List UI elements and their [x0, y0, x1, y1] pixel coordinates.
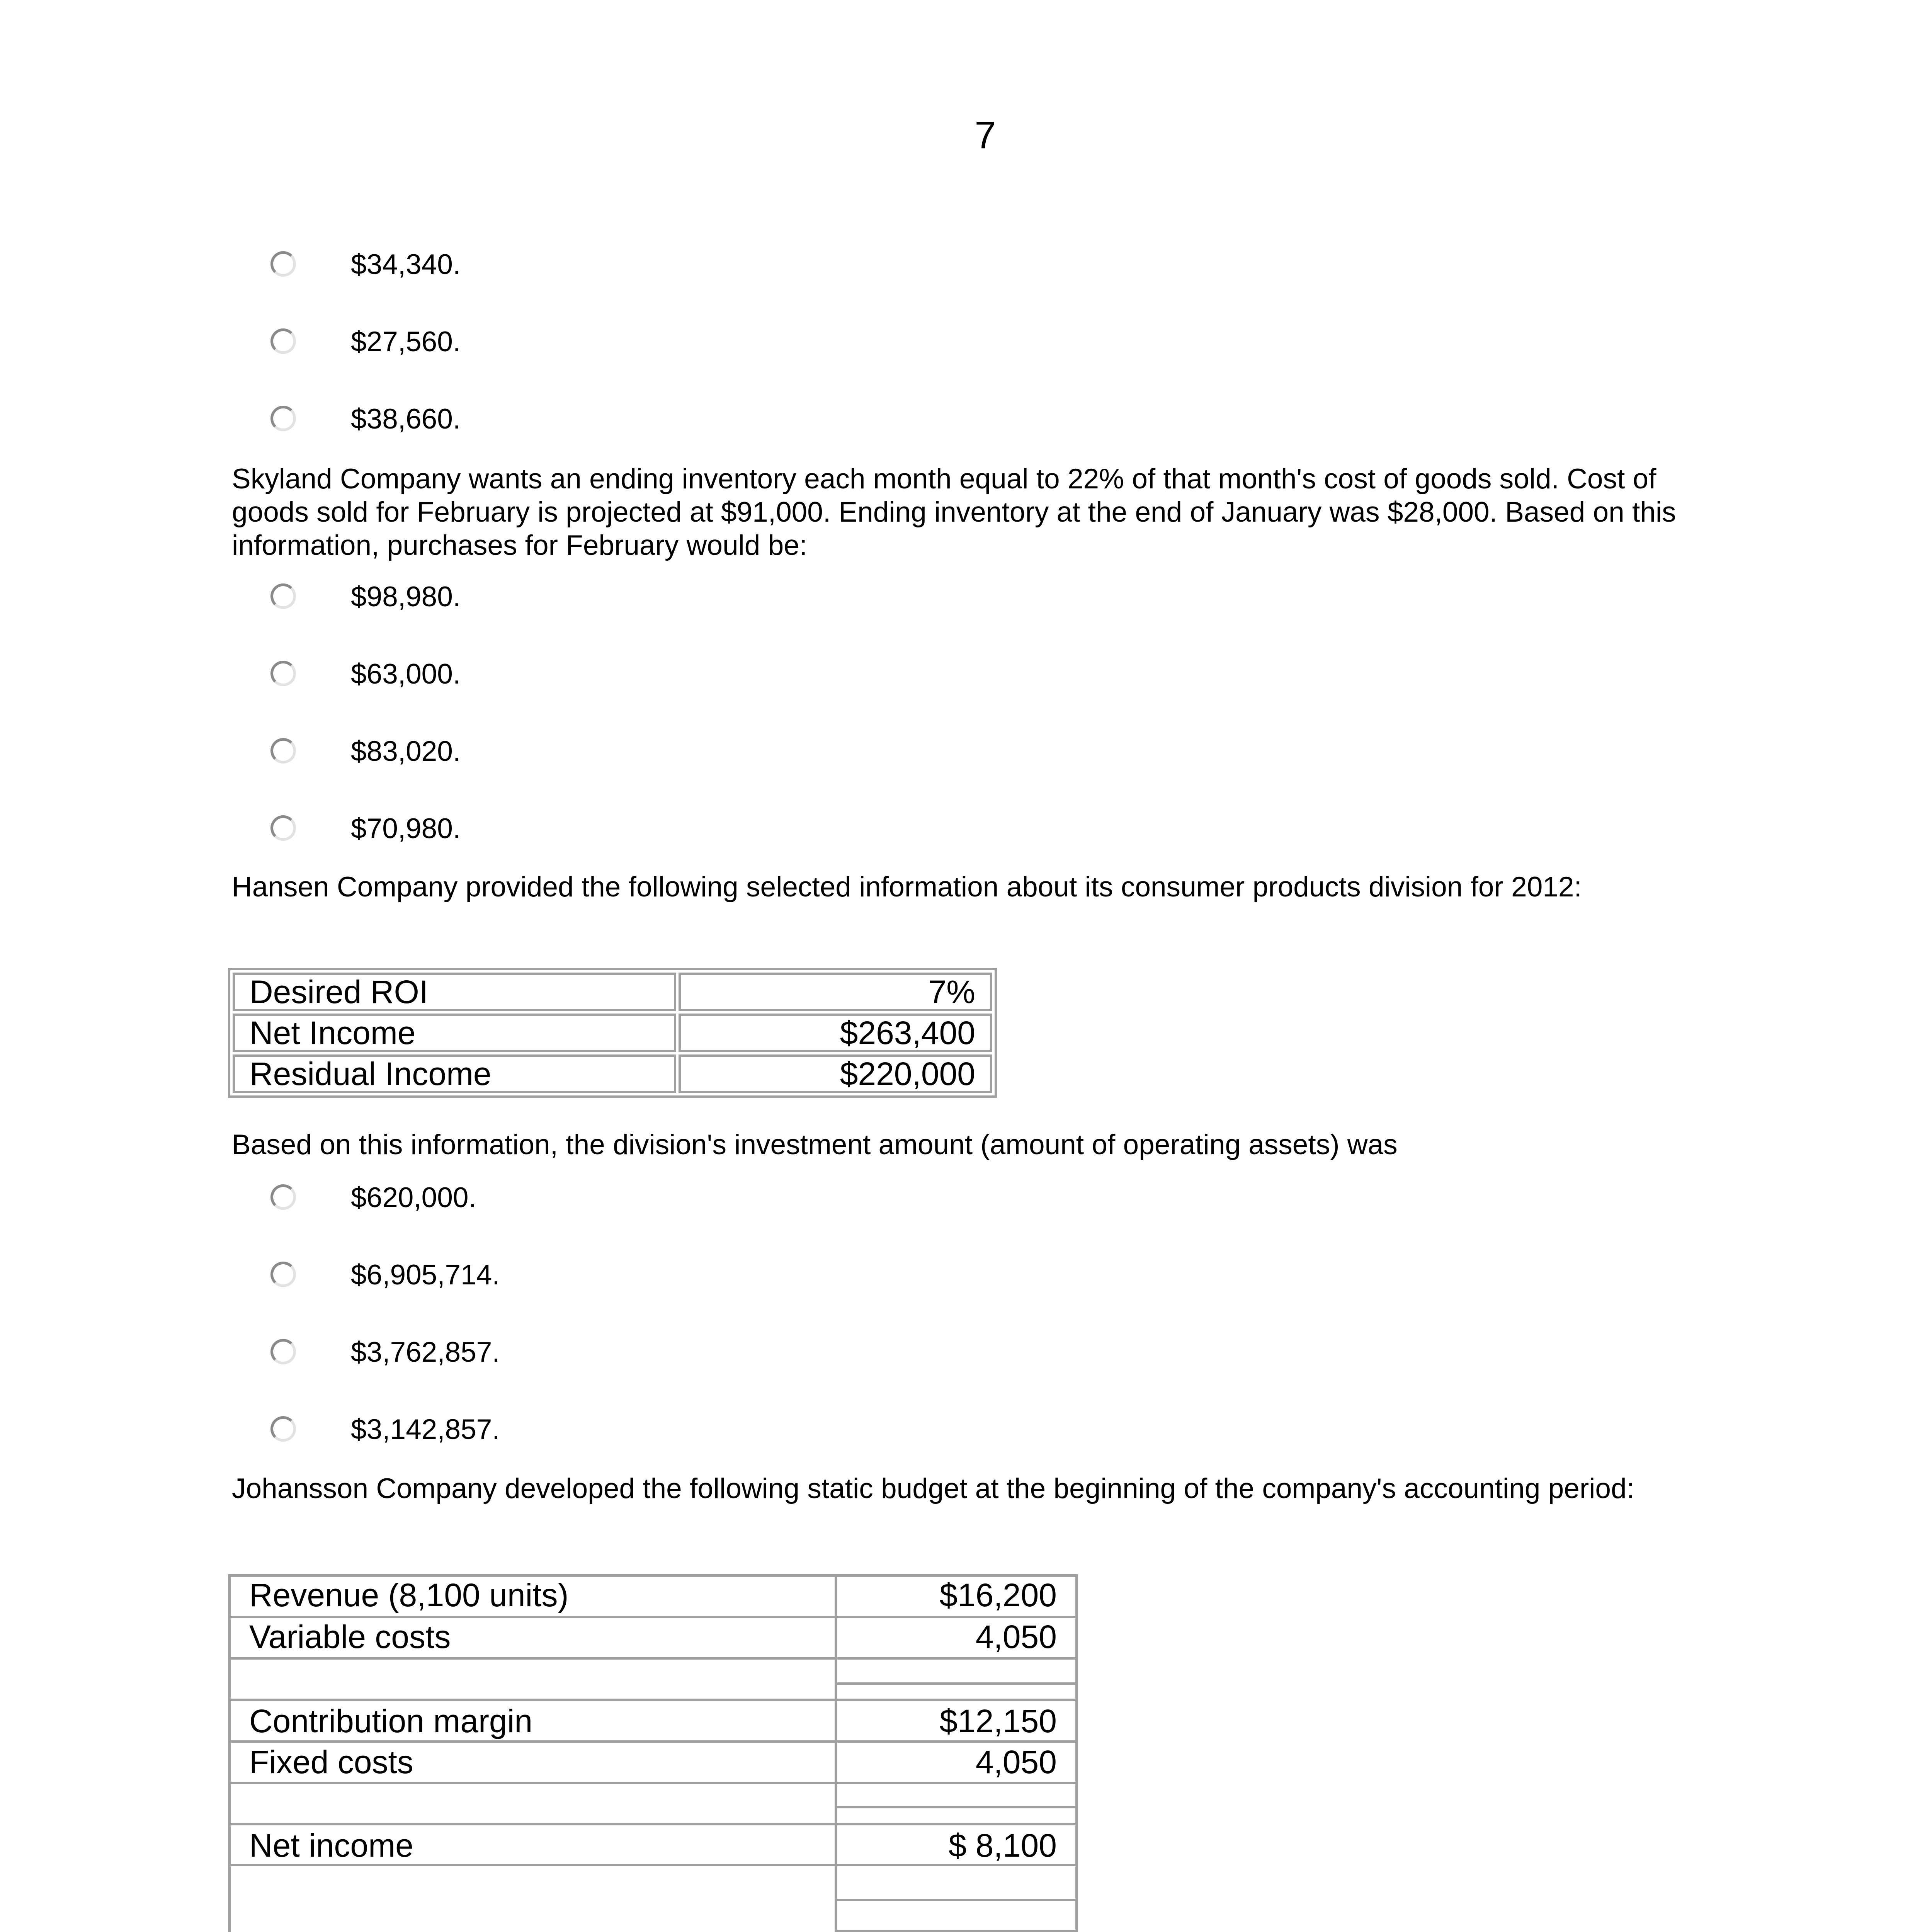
option-label: $70,980. [351, 813, 461, 844]
q2-question-text: Skyland Company wants an ending inventory each month equal to 22% of that month's cost of goods sold. Cost of goods sold for February is projected at $91,000. Ending inventory at the end of January was $28,000. Based on this information, purchases for February would be: [232, 463, 1676, 561]
q3-option-3[interactable] [270, 1335, 1198, 1370]
row-rule [835, 1682, 1078, 1685]
q1-option-2[interactable] [270, 325, 1198, 359]
fixed-costs-label: Fixed costs [249, 1744, 413, 1780]
q3-option-1[interactable] [270, 1180, 1198, 1215]
net-income-label: Net income [249, 1827, 413, 1864]
radio-button[interactable] [270, 406, 296, 431]
page-number: 7 [975, 114, 996, 157]
revenue-label: Revenue (8,100 units) [249, 1577, 569, 1613]
row-rule [835, 1823, 1078, 1825]
table-row [233, 1054, 992, 1093]
variable-costs-value: 4,050 [975, 1619, 1057, 1655]
radio-button[interactable] [270, 738, 296, 764]
column-divider [835, 1574, 837, 1932]
revenue-value: $16,200 [939, 1577, 1057, 1613]
hansen-data-table [228, 968, 997, 1098]
q3-intro-text: Hansen Company provided the following selected information about its consumer products division for 2012: [232, 871, 1582, 903]
contribution-margin-label: Contribution margin [249, 1703, 533, 1739]
q1-option-1[interactable] [270, 247, 1198, 282]
table-row [233, 1014, 992, 1052]
q2-option-2[interactable] [270, 657, 1198, 692]
static-budget-table [228, 1574, 1078, 1932]
q1-option-3[interactable] [270, 402, 1198, 437]
option-label: $27,560. [351, 326, 461, 357]
row-rule [835, 1699, 1078, 1701]
q2-option-1[interactable] [270, 580, 1198, 614]
table-cell-label: Desired ROI [233, 973, 676, 1011]
fixed-costs-value: 4,050 [975, 1744, 1057, 1780]
radio-button[interactable] [270, 328, 296, 354]
radio-button[interactable] [270, 661, 296, 686]
row-rule [835, 1806, 1078, 1808]
row-rule [835, 1782, 1078, 1784]
row-rule [228, 1823, 835, 1825]
variable-costs-label: Variable costs [249, 1619, 451, 1655]
option-label: $620,000. [351, 1182, 476, 1213]
table-cell-value: 7% [679, 973, 992, 1011]
q3-question-text: Based on this information, the division's investment amount (amount of operating assets) was [232, 1129, 1398, 1160]
q3-option-4[interactable] [270, 1412, 1198, 1447]
q2-option-4[interactable] [270, 811, 1198, 846]
radio-button[interactable] [270, 583, 296, 609]
row-rule [228, 1699, 835, 1701]
option-label: $98,980. [351, 581, 461, 612]
radio-button[interactable] [270, 1416, 296, 1442]
table-cell-value: $263,400 [679, 1014, 992, 1052]
radio-button[interactable] [270, 1339, 296, 1364]
radio-button[interactable] [270, 1184, 296, 1210]
row-rule [835, 1899, 1078, 1901]
table-row [233, 973, 992, 1011]
option-label: $63,000. [351, 658, 461, 690]
row-rule [228, 1782, 835, 1784]
option-label: $34,340. [351, 249, 461, 280]
row-rule [228, 1657, 835, 1660]
radio-button[interactable] [270, 251, 296, 277]
row-rule [835, 1657, 1078, 1660]
table-cell-value: $220,000 [679, 1054, 992, 1093]
option-label: $83,020. [351, 736, 461, 767]
row-rule [835, 1930, 1078, 1932]
table-cell-label: Net Income [233, 1014, 676, 1052]
option-label: $3,762,857. [351, 1337, 500, 1368]
option-label: $3,142,857. [351, 1414, 500, 1445]
option-label: $6,905,714. [351, 1259, 500, 1291]
radio-button[interactable] [270, 1262, 296, 1287]
net-income-value: $ 8,100 [948, 1827, 1057, 1864]
q2-option-3[interactable] [270, 734, 1198, 769]
table-cell-label: Residual Income [233, 1054, 676, 1093]
q3-option-2[interactable] [270, 1258, 1198, 1293]
option-label: $38,660. [351, 403, 461, 435]
q4-intro-text: Johansson Company developed the following static budget at the beginning of the company's accounting period: [232, 1473, 1634, 1504]
radio-button[interactable] [270, 815, 296, 841]
contribution-margin-value: $12,150 [939, 1703, 1057, 1739]
